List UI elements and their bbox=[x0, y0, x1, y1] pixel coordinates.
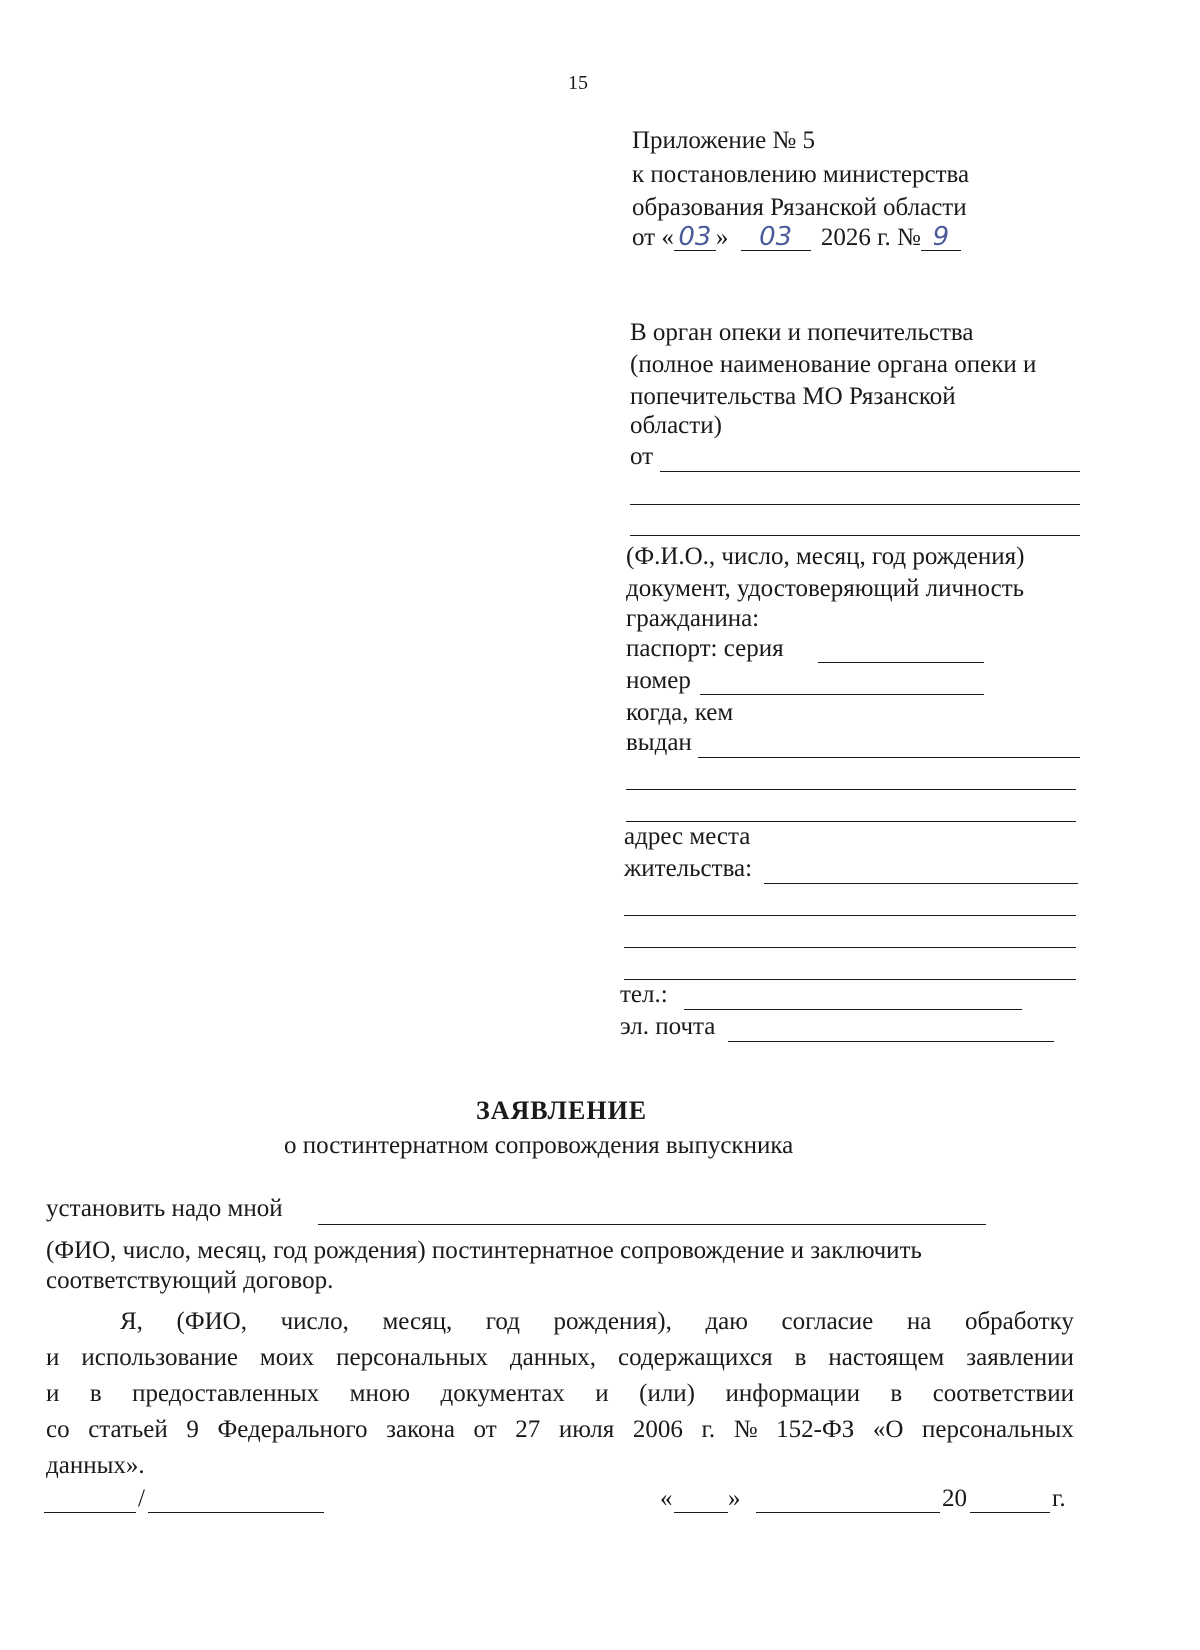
consent-line-5: данных». bbox=[46, 1452, 145, 1479]
consent-word: соответствии bbox=[932, 1380, 1074, 1407]
passport-number-label: номер bbox=[626, 667, 691, 694]
consent-word: год bbox=[485, 1308, 520, 1335]
consent-word: и bbox=[46, 1344, 60, 1371]
address-label-1: адрес места bbox=[624, 823, 751, 850]
date-close-quote: » bbox=[728, 1485, 741, 1512]
address-field-line-2[interactable] bbox=[624, 915, 1076, 916]
consent-word: закона bbox=[386, 1416, 455, 1443]
handwritten-number: 9 bbox=[921, 224, 961, 251]
consent-word: «О bbox=[872, 1416, 904, 1443]
consent-word: использование bbox=[81, 1344, 238, 1371]
from-field-line-3[interactable] bbox=[630, 535, 1080, 536]
request-prefix: установить надо мной bbox=[46, 1195, 283, 1222]
request-line-3: соответствующий договор. bbox=[46, 1267, 334, 1294]
request-line-2: (ФИО, число, месяц, год рождения) постинтернатное сопровождение и заключить bbox=[46, 1237, 922, 1264]
consent-word: и bbox=[595, 1380, 609, 1407]
date-prefix: от « bbox=[632, 224, 674, 251]
consent-word: содержащихся bbox=[618, 1344, 773, 1371]
consent-word: Я, bbox=[120, 1308, 143, 1335]
issued-field-line-2[interactable] bbox=[626, 789, 1076, 790]
fio-note: (Ф.И.О., число, месяц, год рождения) bbox=[626, 543, 1025, 570]
issued-label-1: когда, кем bbox=[626, 699, 734, 726]
consent-word: в bbox=[890, 1380, 903, 1407]
phone-label: тел.: bbox=[620, 981, 668, 1008]
id-document-line-1: документ, удостоверяющий личность bbox=[626, 575, 1025, 602]
consent-word: даю bbox=[705, 1308, 748, 1335]
consent-word: месяц, bbox=[382, 1308, 453, 1335]
phone-field[interactable] bbox=[684, 1009, 1022, 1010]
consent-word: (или) bbox=[639, 1380, 696, 1407]
issued-label-2: выдан bbox=[626, 729, 692, 756]
consent-word: Федерального bbox=[217, 1416, 368, 1443]
document-subtitle: о постинтернатном сопровождения выпускника bbox=[284, 1132, 794, 1159]
consent-word: персональных bbox=[336, 1344, 488, 1371]
consent-word: в bbox=[89, 1380, 102, 1407]
consent-word: настоящем bbox=[828, 1344, 945, 1371]
consent-word: персональных bbox=[922, 1416, 1074, 1443]
signature-day-field[interactable] bbox=[674, 1512, 728, 1513]
from-field-line-2[interactable] bbox=[630, 504, 1080, 505]
email-field[interactable] bbox=[728, 1041, 1054, 1042]
signature-field[interactable] bbox=[44, 1512, 136, 1513]
passport-series-field[interactable] bbox=[818, 662, 984, 663]
address-field-line-1[interactable] bbox=[764, 883, 1078, 884]
consent-word: данных, bbox=[509, 1344, 597, 1371]
date-mid: » bbox=[715, 224, 729, 251]
document-title: ЗАЯВЛЕНИЕ bbox=[476, 1096, 648, 1125]
consent-word: 2006 bbox=[632, 1416, 683, 1443]
consent-word: № bbox=[733, 1416, 758, 1443]
passport-series-label: паспорт: серия bbox=[626, 635, 784, 662]
consent-word: информации bbox=[725, 1380, 860, 1407]
consent-word: на bbox=[906, 1308, 932, 1335]
signature-name-field[interactable] bbox=[148, 1512, 324, 1513]
date-open-quote: « bbox=[660, 1485, 673, 1512]
consent-word: (ФИО, bbox=[176, 1308, 247, 1335]
address-label-2: жительства: bbox=[624, 855, 753, 882]
address-field-line-4[interactable] bbox=[624, 979, 1076, 980]
passport-number-field[interactable] bbox=[700, 694, 984, 695]
request-fio-field[interactable] bbox=[318, 1224, 986, 1225]
consent-word: 152-ФЗ bbox=[776, 1416, 855, 1443]
consent-word: от bbox=[473, 1416, 497, 1443]
consent-word: июля bbox=[558, 1416, 615, 1443]
from-label: от bbox=[630, 443, 654, 470]
handwritten-day: 03 bbox=[674, 224, 716, 251]
consent-line-1 bbox=[120, 1304, 1074, 1340]
recipient-line-4: области) bbox=[630, 412, 722, 439]
recipient-line-1: В орган опеки и попечительства bbox=[630, 319, 974, 346]
consent-word: мною bbox=[349, 1380, 411, 1407]
consent-word: число, bbox=[280, 1308, 349, 1335]
appendix-line-3: образования Рязанской области bbox=[632, 194, 967, 221]
consent-line-2 bbox=[46, 1340, 1074, 1376]
id-document-line-2: гражданина: bbox=[626, 605, 760, 632]
consent-line-4 bbox=[46, 1412, 1074, 1448]
issued-field-line-1[interactable] bbox=[698, 757, 1080, 758]
page-number: 15 bbox=[568, 72, 588, 94]
consent-word: 27 bbox=[515, 1416, 541, 1443]
recipient-line-2: (полное наименование органа опеки и bbox=[630, 351, 1037, 378]
consent-word: моих bbox=[259, 1344, 315, 1371]
consent-word: и bbox=[46, 1380, 60, 1407]
year-suffix: г. bbox=[1052, 1485, 1066, 1512]
appendix-date-line bbox=[632, 223, 961, 253]
consent-word: обработку bbox=[964, 1308, 1074, 1335]
consent-word: согласие bbox=[781, 1308, 874, 1335]
recipient-line-3: попечительства МО Рязанской bbox=[630, 383, 956, 410]
handwritten-month: 03 bbox=[741, 224, 811, 251]
signature-month-field[interactable] bbox=[756, 1512, 940, 1513]
consent-word: 9 bbox=[186, 1416, 199, 1443]
consent-word: в bbox=[794, 1344, 807, 1371]
consent-word: документах bbox=[440, 1380, 565, 1407]
address-field-line-3[interactable] bbox=[624, 947, 1076, 948]
signature-year-field[interactable] bbox=[970, 1512, 1050, 1513]
consent-word: г. bbox=[701, 1416, 716, 1443]
email-label: эл. почта bbox=[620, 1013, 716, 1040]
appendix-line-2: к постановлению министерства bbox=[632, 161, 970, 188]
consent-word: предоставленных bbox=[132, 1380, 320, 1407]
consent-word: статьей bbox=[88, 1416, 168, 1443]
consent-word: со bbox=[46, 1416, 70, 1443]
consent-word: заявлении bbox=[966, 1344, 1074, 1371]
consent-line-3 bbox=[46, 1376, 1074, 1412]
from-field-line-1[interactable] bbox=[660, 471, 1080, 472]
consent-word: рождения), bbox=[553, 1308, 672, 1335]
year-text: 2026 г. № bbox=[820, 224, 921, 251]
century-text: 20 bbox=[942, 1485, 967, 1512]
appendix-title: Приложение № 5 bbox=[632, 127, 816, 154]
signature-slash: / bbox=[138, 1485, 145, 1512]
